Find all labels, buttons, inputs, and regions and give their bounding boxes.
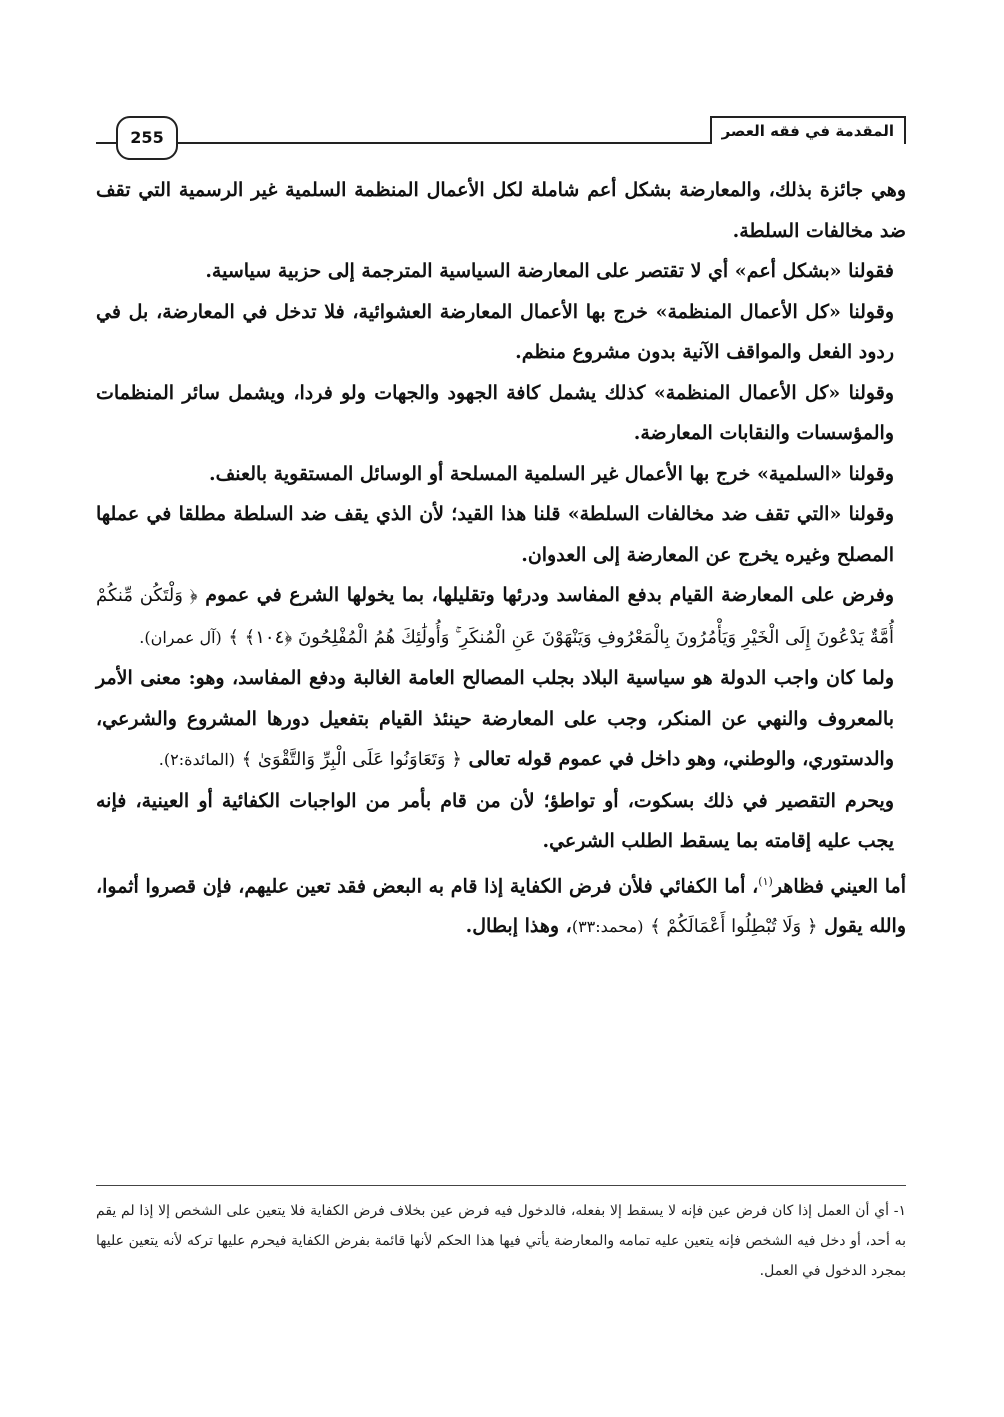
paragraph-6: وقولنا «التي تقف ضد مخالفات السلطة» قلنا هذا القيد؛ لأن الذي يقف ضد السلطة مطلقا في عملها المصلح وغيره يخرج عن المعارضة إلى العدوان. [96, 503, 894, 566]
verse-citation-al-imran: (آل عمران). [139, 627, 222, 647]
page-header [96, 112, 906, 148]
paragraph-8 [96, 658, 906, 781]
quran-verse-al-imran: ﴿ وَلْتَكُن مِّنكُمْ أُمَّةٌ يَدْعُونَ إِلَى الْخَيْرِ وَيَأْمُرُونَ بِالْمَعْرُوفِ وَيَنْهَوْنَ عَنِ الْمُنكَرِ ۚ وَأُولَٰئِكَ هُمُ الْمُفْلِحُونَ ﴿١٠٤﴾ ﴾ [96, 585, 894, 648]
main-text [96, 170, 906, 948]
paragraph-8-text: ولما كان واجب الدولة هو سياسية البلاد بجلب المصالح العامة الغالبة ودفع المفاسد، وهو: معنى الأمر بالمعروف والنهي عن المنكر، وجب على المعارضة حينئذ القيام بتفعيل دورها المشروع والشرعي، والدستوري، والوطني، وهو داخل في عموم قوله تعالى [96, 667, 894, 770]
quran-verse-al-maidah: ﴿ وَتَعَاوَنُوا عَلَى الْبِرِّ وَالتَّقْوَىٰ ﴾ [241, 749, 462, 770]
paragraph-4: وقولنا «كل الأعمال المنظمة» كذلك يشمل كافة الجهود والجهات ولو فردا، ويشمل سائر المنظمات والمؤسسات والنقابات المعارضة. [96, 381, 894, 444]
paragraph-5: وقولنا «السلمية» خرج بها الأعمال غير السلمية المسلحة أو الوسائل المستقوية بالعنف. [209, 462, 894, 485]
paragraph-1: وهي جائزة بذلك، والمعارضة بشكل أعم شاملة لكل الأعمال المنظمة السلمية غير الرسمية التي تقف ضد مخالفات السلطة. [96, 179, 906, 242]
quran-verse-muhammad: ﴿ وَلَا تُبْطِلُوا أَعْمَالَكُمْ ﴾ [650, 916, 818, 938]
verse-citation-muhammad: (محمد:٣٣) [571, 917, 644, 937]
footnote-reference[interactable]: (١) [758, 874, 773, 888]
paragraph-10-text-c: ، وهذا إبطال. [465, 915, 572, 938]
paragraph-10 [96, 862, 906, 948]
paragraph-9: ويحرم التقصير في ذلك بسكوت، أو تواطؤ؛ لأن من قام بأمر من الواجبات الكفائية أو العينية، فإنه يجب عليه إقامته بما يسقط الطلب الشرعي. [96, 789, 894, 852]
paragraph-7 [96, 575, 906, 658]
paragraph-10-text-b: ، أما الكفائي فلأن فرض الكفاية إذا قام به البعض فقد تعين عليهم، فإن قصروا أثموا، والله يقول [96, 874, 906, 938]
footnote: ١- أي أن العمل إذا كان فرض عين فإنه لا يسقط إلا بفعله، فالدخول فيه فرض عين بخلاف فرض الكفاية فلا يتعين على الشخص إلا إذا لم يقم به أحد، أو دخل فيه الشخص فإنه يتعين عليه تمامه والمعارضة يأتي فيها هذا الحكم لأنها قائمة بفرض الكفاية فيحرم عليها تركه لأنه يتعين عليها بمجرد الدخول في العمل. [96, 1203, 906, 1279]
paragraph-10-text-a: أما العيني فظاهر [772, 874, 906, 897]
paragraph-2: فقولنا «بشكل أعم» أي لا تقتصر على المعارضة السياسية المترجمة إلى حزبية سياسية. [205, 260, 894, 282]
verse-citation-al-maidah: (المائدة:٢). [158, 750, 236, 769]
paragraph-7-text: وفرض على المعارضة القيام بدفع المفاسد ودرئها وتقليلها، بما يخولها الشرع في عموم [205, 584, 894, 606]
footnote-rule [96, 1185, 906, 1186]
running-title: المقدمة في فقه العصر [710, 116, 906, 144]
paragraph-3: وقولنا «كل الأعمال المنظمة» خرج بها الأعمال المعارضة العشوائية، فلا تدخل في المعارضة، بل في ردود الفعل والمواقف الآنية بدون مشروع منظم. [96, 300, 894, 363]
page-number: 255 [116, 116, 178, 160]
